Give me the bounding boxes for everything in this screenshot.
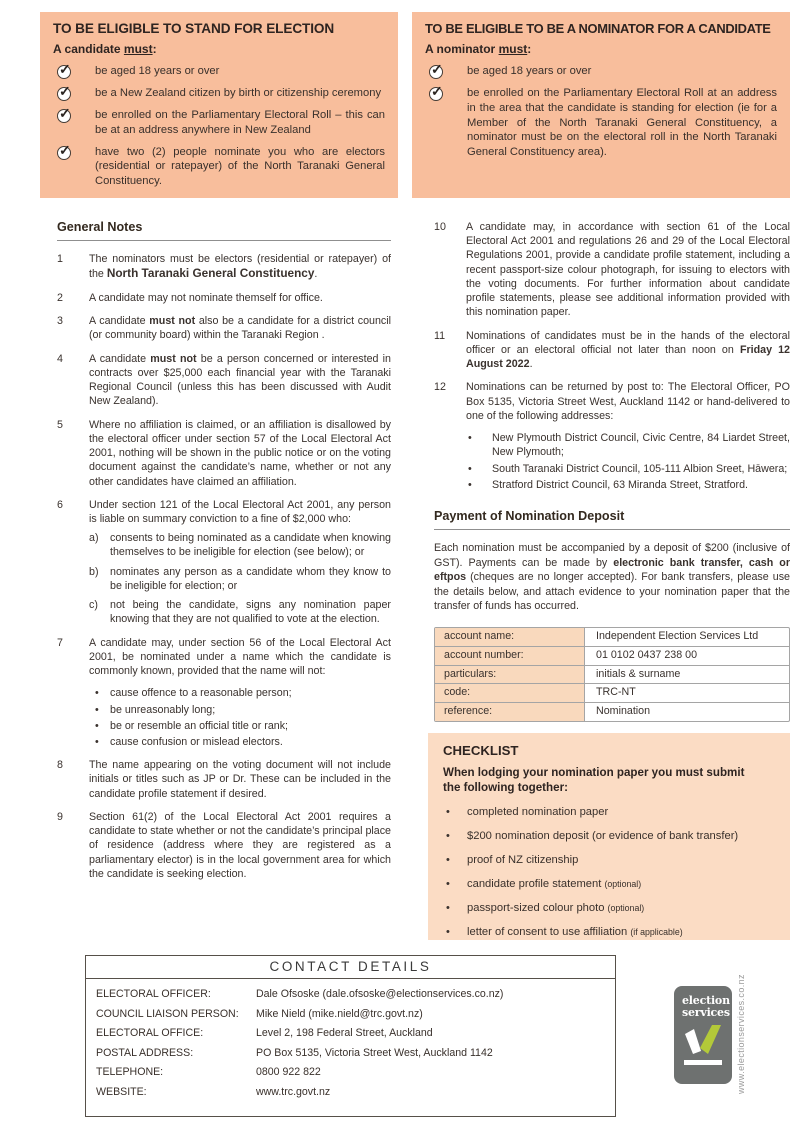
bullet-icon [95, 735, 110, 749]
contact-row: TELEPHONE: 0800 922 822 [96, 1066, 321, 1079]
bullet-icon [446, 925, 467, 940]
general-notes-right-column [434, 220, 790, 722]
note-text: The name appearing on the voting document will not include initials or titles such as JP or Dr. These can be included in the candidate profile statement if desired. [89, 759, 391, 800]
bullet-icon [95, 719, 110, 733]
note-text: Nominations of candidates must be in the hands of the electoral officer or an electoral official not later than noon on Friday 12 August 2022. [466, 329, 790, 371]
note-1 [57, 252, 391, 282]
eligibility-nominator-title: TO BE ELIGIBLE TO BE A NOMINATOR FOR A CANDIDATE [425, 21, 771, 36]
candidate-requirement: ✓ have two (2) people nominate you who are electors (residential or ratepayer) of the North Taranaki General Constituency. [53, 145, 385, 189]
contact-row: ELECTORAL OFFICE: Level 2, 198 Federal Street, Auckland [96, 1027, 433, 1040]
table-row: reference: Nomination [435, 703, 789, 721]
note-12 [434, 380, 790, 492]
note-11 [434, 329, 790, 372]
nominator-requirement: ✓ be aged 18 years or over [425, 64, 777, 79]
logo-checkmark-icon [683, 1025, 723, 1055]
note-number: 8 [57, 759, 63, 772]
note-9 [57, 810, 391, 881]
checklist-title: CHECKLIST [443, 743, 519, 758]
note-3 [57, 314, 391, 342]
table-row: account number: 01 0102 0437 238 00 [435, 647, 789, 666]
vertical-website-text: www.electionservices.co.nz [736, 974, 746, 1094]
note-text: A candidate may, in accordance with section 61 of the Local Electoral Act 2001 and regulations 26 and 29 of the Local Electoral Regulations 2001, provide a candidate profile statement, including a recent passport-size colour photograph, for issuing to electors with the voting documents. For further information about candidate profile statements, please see additional information provided with this nomination paper. [466, 221, 790, 319]
bullet-icon [446, 829, 467, 844]
election-services-logo [674, 986, 732, 1084]
note-text: A candidate may, under section 56 of the Local Electoral Act 2001, be nominated under a name which the candidate is commonly known, provided that the name will not: [89, 636, 391, 678]
general-notes-left-column [57, 220, 391, 890]
check-icon [57, 87, 71, 101]
note-number: 2 [57, 291, 63, 304]
candidate-requirement: ✓ be enrolled on the Parliamentary Electoral Roll – this can be at an address anywhere in New Zealand [53, 108, 385, 138]
note-8 [57, 758, 391, 801]
eligibility-candidate-subtitle: A candidate must: [53, 42, 157, 56]
check-icon [57, 146, 71, 160]
contact-details-title: CONTACT DETAILS [86, 956, 615, 979]
note-number: 7 [57, 636, 63, 649]
bullet-icon [468, 431, 492, 459]
bullet-icon [446, 805, 467, 820]
payment-title: Payment of Nomination Deposit [434, 509, 790, 530]
note-10 [434, 220, 790, 320]
candidate-requirement: ✓ be aged 18 years or over [53, 64, 385, 79]
note-6 [57, 498, 391, 627]
contact-row: ELECTORAL OFFICER: Dale Ofsoske (dale.ofsoske@electionservices.co.nz) [96, 988, 504, 1000]
check-icon [429, 87, 443, 101]
bullet-icon [468, 462, 492, 476]
contact-row: COUNCIL LIAISON PERSON: Mike Nield (mike.nield@trc.govt.nz) [96, 1007, 423, 1020]
note-7 [57, 636, 391, 750]
note-number: 10 [434, 221, 446, 233]
note-12-bullets: • New Plymouth District Council, Civic Centre, 84 Liardet Street, New Plymouth; • South Taranaki District Council, 105-111 Albion Sreet, Hāwera; • Stratford District Council, 63 Miranda Street, Stratford. [466, 431, 790, 492]
bullet-icon [95, 703, 110, 717]
note-number: 4 [57, 352, 63, 365]
note-text: Where no affiliation is claimed, or an affiliation is disallowed by the electoral officer under section 57 of the Local Electoral Act 2001, nothing will be shown in the public notice or on the voting document against the candidate’s name, whether or not any other candidates have claimed an affiliation. [89, 418, 391, 488]
payment-section [434, 509, 790, 722]
check-icon [57, 109, 71, 123]
note-4 [57, 352, 391, 409]
bullet-icon [468, 478, 492, 492]
note-6-subitem-b: b) nominates any person as a candidate whom they know to be ineligible for election; or [89, 565, 391, 592]
note-number: 9 [57, 810, 63, 823]
eligibility-candidate-title: TO BE ELIGIBLE TO STAND FOR ELECTION [53, 21, 335, 36]
note-text: A candidate must not be a person concerned or interested in contracts over $25,000 each financial year with the Taranaki Regional Council (unless this has been discussed with Audit New Zealand). [89, 352, 391, 408]
checklist-intro: When lodging your nomination paper you must submit the following together: [443, 766, 745, 795]
note-7-bullets: • cause offence to a reasonable person; • be unreasonably long; • be or resemble an official title or rank; • cause confusion or mislead electors. [89, 686, 391, 749]
note-2 [57, 291, 391, 305]
nominator-requirement: ✓ be enrolled on the Parliamentary Electoral Roll at an address in the area that the candidate is standing for election (ie for a Member of the North Taranaki General Constituency, a nominator must be on the electoral roll in the North Taranaki General Constituency area). [425, 86, 777, 160]
note-text: A candidate must not also be a candidate for a district council (or community board) within the Taranaki Region . [89, 315, 392, 342]
note-text: Section 61(2) of the Local Electoral Act 2001 requires a candidate to state whether or not the candidate’s principal place of residence (address where they are registered as a parliamentary elector) is in the local government area for which the candidate is seeking election. [89, 810, 391, 880]
bullet-icon [95, 686, 110, 700]
contact-row: POSTAL ADDRESS: PO Box 5135, Victoria Street West, Auckland 1142 [96, 1046, 493, 1059]
checklist-item: • passport-sized colour photo (optional) [443, 901, 775, 916]
checklist-panel [428, 733, 790, 940]
note-number: 6 [57, 498, 63, 511]
note-text: A candidate may not nominate themself for office. [89, 291, 323, 304]
note-number: 11 [434, 329, 446, 342]
checklist-item: • candidate profile statement (optional) [443, 877, 775, 892]
bullet-icon [446, 877, 467, 892]
note-text: Nominations can be returned by post to: The Electoral Officer, PO Box 5135, Victoria Street West, Auckland 1142 or hand-delivered to one of the following addresses: [466, 381, 790, 422]
note-6-subitem-c: c) not being the candidate, signs any nomination paper knowing that they are not qualified to vote at the election. [89, 599, 391, 626]
checklist-item: • letter of consent to use affiliation (if applicable) [443, 925, 775, 940]
general-notes-title: General Notes [57, 220, 391, 241]
checklist-item: • completed nomination paper [443, 805, 775, 820]
checklist-item: • $200 nomination deposit (or evidence of bank transfer) [443, 829, 775, 844]
note-number: 1 [57, 253, 63, 265]
bullet-icon [446, 901, 467, 916]
eligibility-candidate-panel [40, 12, 398, 198]
checklist-item: • proof of NZ citizenship [443, 853, 775, 868]
eligibility-nominator-panel [412, 12, 790, 198]
note-number: 12 [434, 381, 446, 394]
check-icon [429, 65, 443, 79]
note-text: The nominators must be electors (residential or ratepayer) of the North Taranaki General Constituency. [89, 253, 391, 281]
note-number: 5 [57, 418, 63, 431]
contact-row: WEBSITE: www.trc.govt.nz [96, 1085, 331, 1098]
table-row: account name: Independent Election Services Ltd [435, 628, 789, 647]
table-row: particulars: initials & surname [435, 666, 789, 685]
logo-text: election services [682, 994, 730, 1020]
eligibility-nominator-subtitle: A nominator must: [425, 42, 532, 56]
logo-underline-bar [684, 1060, 722, 1065]
bank-details-table [434, 627, 790, 723]
check-icon [57, 65, 71, 79]
note-6-subitem-a: a) consents to being nominated as a candidate when knowing themselves to be ineligible for election (see below); or [89, 532, 391, 559]
contact-details-box [85, 955, 616, 1117]
payment-paragraph: Each nomination must be accompanied by a deposit of $200 (inclusive of GST). Payments can be made by electronic bank transfer, cash or eftpos (cheques are no longer accepted). For bank transfers, please use the details below, and attach evidence to your nomination paper that the transfer of funds has occurred. [434, 541, 790, 613]
table-row: code: TRC-NT [435, 684, 789, 703]
bullet-icon [446, 853, 467, 868]
note-text: Under section 121 of the Local Electoral Act 2001, any person is liable on summary conviction to a fine of $2,000 who: [89, 498, 391, 525]
candidate-requirement: ✓ be a New Zealand citizen by birth or citizenship ceremony [53, 86, 385, 101]
note-5 [57, 418, 391, 489]
note-number: 3 [57, 315, 63, 328]
